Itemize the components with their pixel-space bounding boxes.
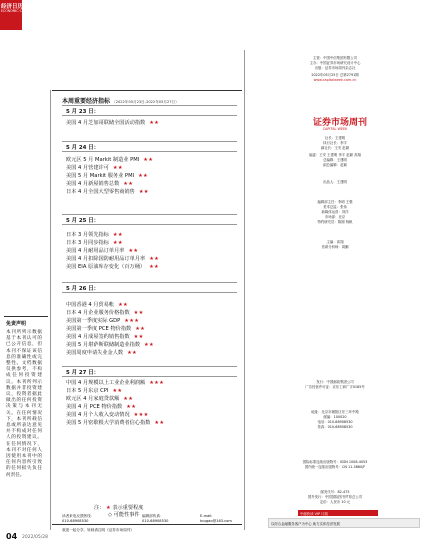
- masthead-line: 地址：北京市朝阳区东三环中路: [311, 410, 359, 414]
- indicator-item: [66, 232, 123, 238]
- indicator-text: 美国第一季度实际 GDP: [66, 318, 121, 324]
- importance-stars: ★★: [112, 232, 123, 238]
- indicator-text: 欧元区 5 月 Markit 制造业 PMI: [66, 157, 140, 163]
- legend-importance-text: 表示重要程度: [112, 505, 144, 511]
- date-label: 5 月 24 日：: [66, 145, 100, 151]
- date-label: 5 月 26 日：: [66, 286, 100, 292]
- importance-stars: ★★: [135, 326, 146, 332]
- importance-stars: ★★★: [124, 318, 140, 324]
- legend-row-importance: [94, 505, 144, 512]
- legend-possible-text: 可能性事件: [113, 512, 140, 518]
- masthead-url[interactable]: www.capitalweek.com.cn: [313, 78, 357, 82]
- importance-stars: ★★: [144, 342, 154, 348]
- masthead-line: 出版：证券市场周刊杂志社: [314, 66, 356, 70]
- indicator-text: 美国 4 月 PCE 物价指数: [66, 404, 123, 410]
- masthead-line: 广告经营许可证：京东工商广字0185号: [305, 385, 365, 389]
- indicator-text: 日本 4 月全国大型零售商销售: [66, 189, 135, 195]
- indicator-text: 美国 4 月耐用品订单月率: [66, 248, 125, 254]
- indicator-item: [66, 412, 149, 418]
- masthead-line: 社长：王建明: [324, 136, 346, 140]
- importance-stars: ★★: [112, 388, 123, 394]
- legend-diamond-icon: ◇: [108, 512, 112, 518]
- legend-label: 注：: [94, 505, 105, 511]
- advertisement-banner-text: 以综合金融服务客户为中心 助力实体经济发展: [271, 522, 340, 526]
- indicator-item: [66, 264, 159, 270]
- calendar-title: [62, 96, 179, 105]
- masthead-line: 执行社长：李宇: [323, 141, 347, 145]
- indicator-text: 美国 5 月 Markit 服务业 PMI: [66, 173, 135, 179]
- indicator-text: 美国 4 月成屋签约销售指数: [66, 334, 130, 340]
- importance-stars: ★★★: [149, 380, 165, 386]
- indicator-item: [66, 173, 148, 179]
- magazine-logo: 证券市场周刊: [312, 118, 367, 128]
- date-bar-may-26: [62, 282, 237, 293]
- indicator-item: [66, 302, 128, 308]
- masthead-line: 美术总监：张伟: [323, 205, 347, 209]
- indicator-text: 美国周度申请失业金人数: [66, 350, 124, 356]
- importance-stars: ★★: [149, 264, 159, 270]
- magazine-logo-sub: CAPITAL WEEK: [322, 127, 348, 131]
- masthead-line: 主管：中国中信集团有限公司: [312, 56, 358, 60]
- indicator-text: 欧元区 4 月家庭贷款额: [66, 396, 120, 402]
- masthead-line: 2022年05月25日 总第2791期: [311, 73, 359, 77]
- importance-stars: ★★: [143, 157, 154, 163]
- importance-stars: ★★: [133, 310, 144, 316]
- indicator-item: [66, 380, 164, 386]
- masthead-line: 首席分析师：周鹏: [321, 245, 349, 249]
- masthead-line: 特约研究员：陈刚 杨帆: [317, 220, 353, 224]
- indicator-item: [66, 404, 136, 410]
- disclaimer-rule: [4, 316, 48, 317]
- indicator-item: [66, 342, 154, 348]
- fax-label: 编辑部传真：: [142, 514, 164, 518]
- indicator-text: 中国 4 月规模以上工业企业利润额: [66, 380, 146, 386]
- email: [200, 514, 232, 524]
- calendar-date-range: （2022年05月23日-2022年05月27日）: [112, 100, 179, 104]
- indicator-text: 美国第一季度 PCE 物价指数: [66, 326, 132, 332]
- hotline-label: 读者来电反馈热线：: [62, 514, 95, 518]
- masthead-line: 邮发代号：82-475: [320, 490, 350, 494]
- importance-stars: ★★: [127, 350, 137, 356]
- masthead-line: 发行：中国邮政集团公司: [316, 380, 354, 384]
- indicator-text: 日本 5 月东京 CPI: [66, 388, 109, 394]
- indicator-item: [66, 256, 159, 262]
- masthead-line: 传真：010-68908530: [317, 425, 353, 429]
- banner-title: 经济日历: [1, 4, 24, 10]
- indicator-text: 美国 5 月堪萨斯联储制造业指数: [66, 342, 141, 348]
- page-number: 04: [6, 532, 18, 541]
- date-bar-may-23: [62, 105, 237, 116]
- masthead-line: 国内统一连续出版物号：CN 11-3860/F: [304, 465, 366, 469]
- indicator-item: [66, 157, 153, 163]
- indicator-item: [66, 420, 164, 426]
- subscription-banner-text: 中邮快读 VIP 订阅: [300, 512, 328, 516]
- masthead-line: 邮编：100020: [323, 415, 347, 419]
- indicator-item: [66, 350, 137, 356]
- fax-number: 010-68908530: [142, 519, 169, 523]
- masthead-line: 主编：高翔: [326, 240, 344, 244]
- importance-stars: ★★: [126, 404, 137, 410]
- importance-stars: ★★: [123, 181, 134, 187]
- date-label: 5 月 23 日：: [66, 109, 100, 115]
- importance-stars: ★★: [149, 120, 160, 126]
- masthead-line: 总编辑：王建明: [323, 158, 347, 162]
- calendar-title-text: 本周重要经济指标: [62, 98, 111, 105]
- indicator-text: 美国 4 月扣除国防耐用品订单月率: [66, 256, 146, 262]
- indicator-text: 美国 4 月新屋销售总数: [66, 181, 120, 187]
- importance-stars: ★★: [138, 189, 149, 195]
- indicator-item: [66, 165, 123, 171]
- date-bar-may-24: [62, 141, 237, 152]
- indicator-item: [66, 326, 145, 332]
- indicator-text: 日本 3 月同步指标: [66, 240, 109, 246]
- importance-stars: ★★: [112, 240, 123, 246]
- masthead-line: 定价：人民币 10 元: [319, 500, 351, 504]
- masthead-line: 主办：中国证券市场研究设计中心: [309, 61, 361, 65]
- indicator-item: [66, 334, 144, 340]
- masthead-line: 市场部：北京: [324, 215, 346, 219]
- indicator-text: 日本 4 月企业服务价格指数: [66, 310, 130, 316]
- importance-stars: ★★: [112, 165, 123, 171]
- importance-stars: ★★: [138, 173, 148, 179]
- masthead-line: 副社长：王安 赵颖: [320, 146, 350, 150]
- contacts-rule: [52, 524, 242, 525]
- disclaimer-title: 免责声明: [6, 321, 27, 327]
- masthead-line: 电话：010-68908530: [317, 420, 353, 424]
- indicator-text: 日本 3 月领先指标: [66, 232, 109, 238]
- hotline-number: 010-68908530: [62, 519, 89, 523]
- importance-stars: ★★: [133, 334, 144, 340]
- indicator-item: [66, 189, 149, 195]
- legend-row-possible: [94, 512, 144, 519]
- indicator-item: [66, 120, 159, 126]
- legend: [94, 505, 144, 519]
- masthead-line: 新媒体运营：刘洋: [321, 210, 349, 214]
- indicator-item: [66, 388, 122, 394]
- indicator-item: [66, 181, 133, 187]
- date-label: 5 月 25 日：: [66, 218, 100, 224]
- hotline: [62, 514, 94, 524]
- masthead-line: 副总编辑：赵颖: [323, 163, 347, 167]
- banner-subtitle: ECONOMIC CALENDAR: [1, 9, 37, 13]
- advertisement-banner[interactable]: [268, 518, 420, 528]
- email-address[interactable]: tougao@163.com: [200, 519, 232, 523]
- right-column-divider: [244, 50, 245, 530]
- indicator-item: [66, 396, 133, 402]
- importance-stars: ★★: [118, 302, 129, 308]
- importance-stars: ★★: [123, 396, 134, 402]
- date-label: 5 月 27 日：: [66, 370, 100, 376]
- importance-stars: ★★★: [133, 412, 149, 418]
- masthead-line: 国际标准连续出版物号：ISSN 1008-4053: [302, 460, 368, 464]
- date-bar-may-25: [62, 214, 237, 225]
- indicator-item: [66, 248, 138, 254]
- email-label: E-mail:: [200, 514, 213, 518]
- fax: [142, 514, 168, 524]
- copyright-note: 欢迎一起分享，转载请注明《证券市场周刊》: [62, 528, 134, 532]
- disclaimer-text: 本刊所列示数据基于本刊认可的已公开信息，但本刊不保证该信息的准确性或完整性。文档数据仅供参考，不构成任何投资建议。本刊所列示数据并非投资建议，投资者据此做出的任何投资决策与本刊无关。在任何情况下，本刊所载信息或所表达意见并不构成对任何人的投资建议。在任何情况下，本刊不对任何人因使用本刊中的任何内容所引致的任何损失负任何责任。: [6, 330, 42, 478]
- importance-stars: ★★: [154, 420, 165, 426]
- indicator-item: [66, 310, 144, 316]
- masthead-line: 出品人：王建明: [323, 180, 347, 184]
- left-column-divider: [50, 90, 51, 530]
- indicator-text: 美国 4 月营建许可: [66, 165, 109, 171]
- indicator-text: 美国 4 月个人收入变动情况: [66, 412, 130, 418]
- masthead-line: 编委：王安 王建明 李宇 赵颖 高翔: [309, 153, 361, 157]
- indicator-item: [66, 240, 123, 246]
- date-bar-may-27: [62, 366, 237, 377]
- masthead-line: 国外发行：中国国际图书贸易总公司: [307, 495, 363, 499]
- indicator-text: 美国 5 月密歇根大学消费者信心指数: [66, 420, 151, 426]
- indicator-text: 美国 EIA 原油库存变化（百万桶）: [66, 264, 146, 270]
- indicator-text: 美国 4 月芝加哥联储全国活动指数: [66, 120, 146, 126]
- masthead-line: 编辑部主任：李明 王强: [317, 200, 353, 204]
- indicator-item: [66, 318, 139, 324]
- importance-stars: ★★: [149, 256, 160, 262]
- legend-star-icon: ★: [106, 505, 111, 511]
- subscription-banner[interactable]: [298, 510, 378, 516]
- indicator-text: 中国香港 4 月贸易帐: [66, 302, 115, 308]
- calendar-banner: [0, 0, 37, 30]
- calendar-top-rule: [52, 90, 242, 91]
- issue-date: 2022/05/28: [22, 535, 48, 540]
- importance-stars: ★★: [128, 248, 139, 254]
